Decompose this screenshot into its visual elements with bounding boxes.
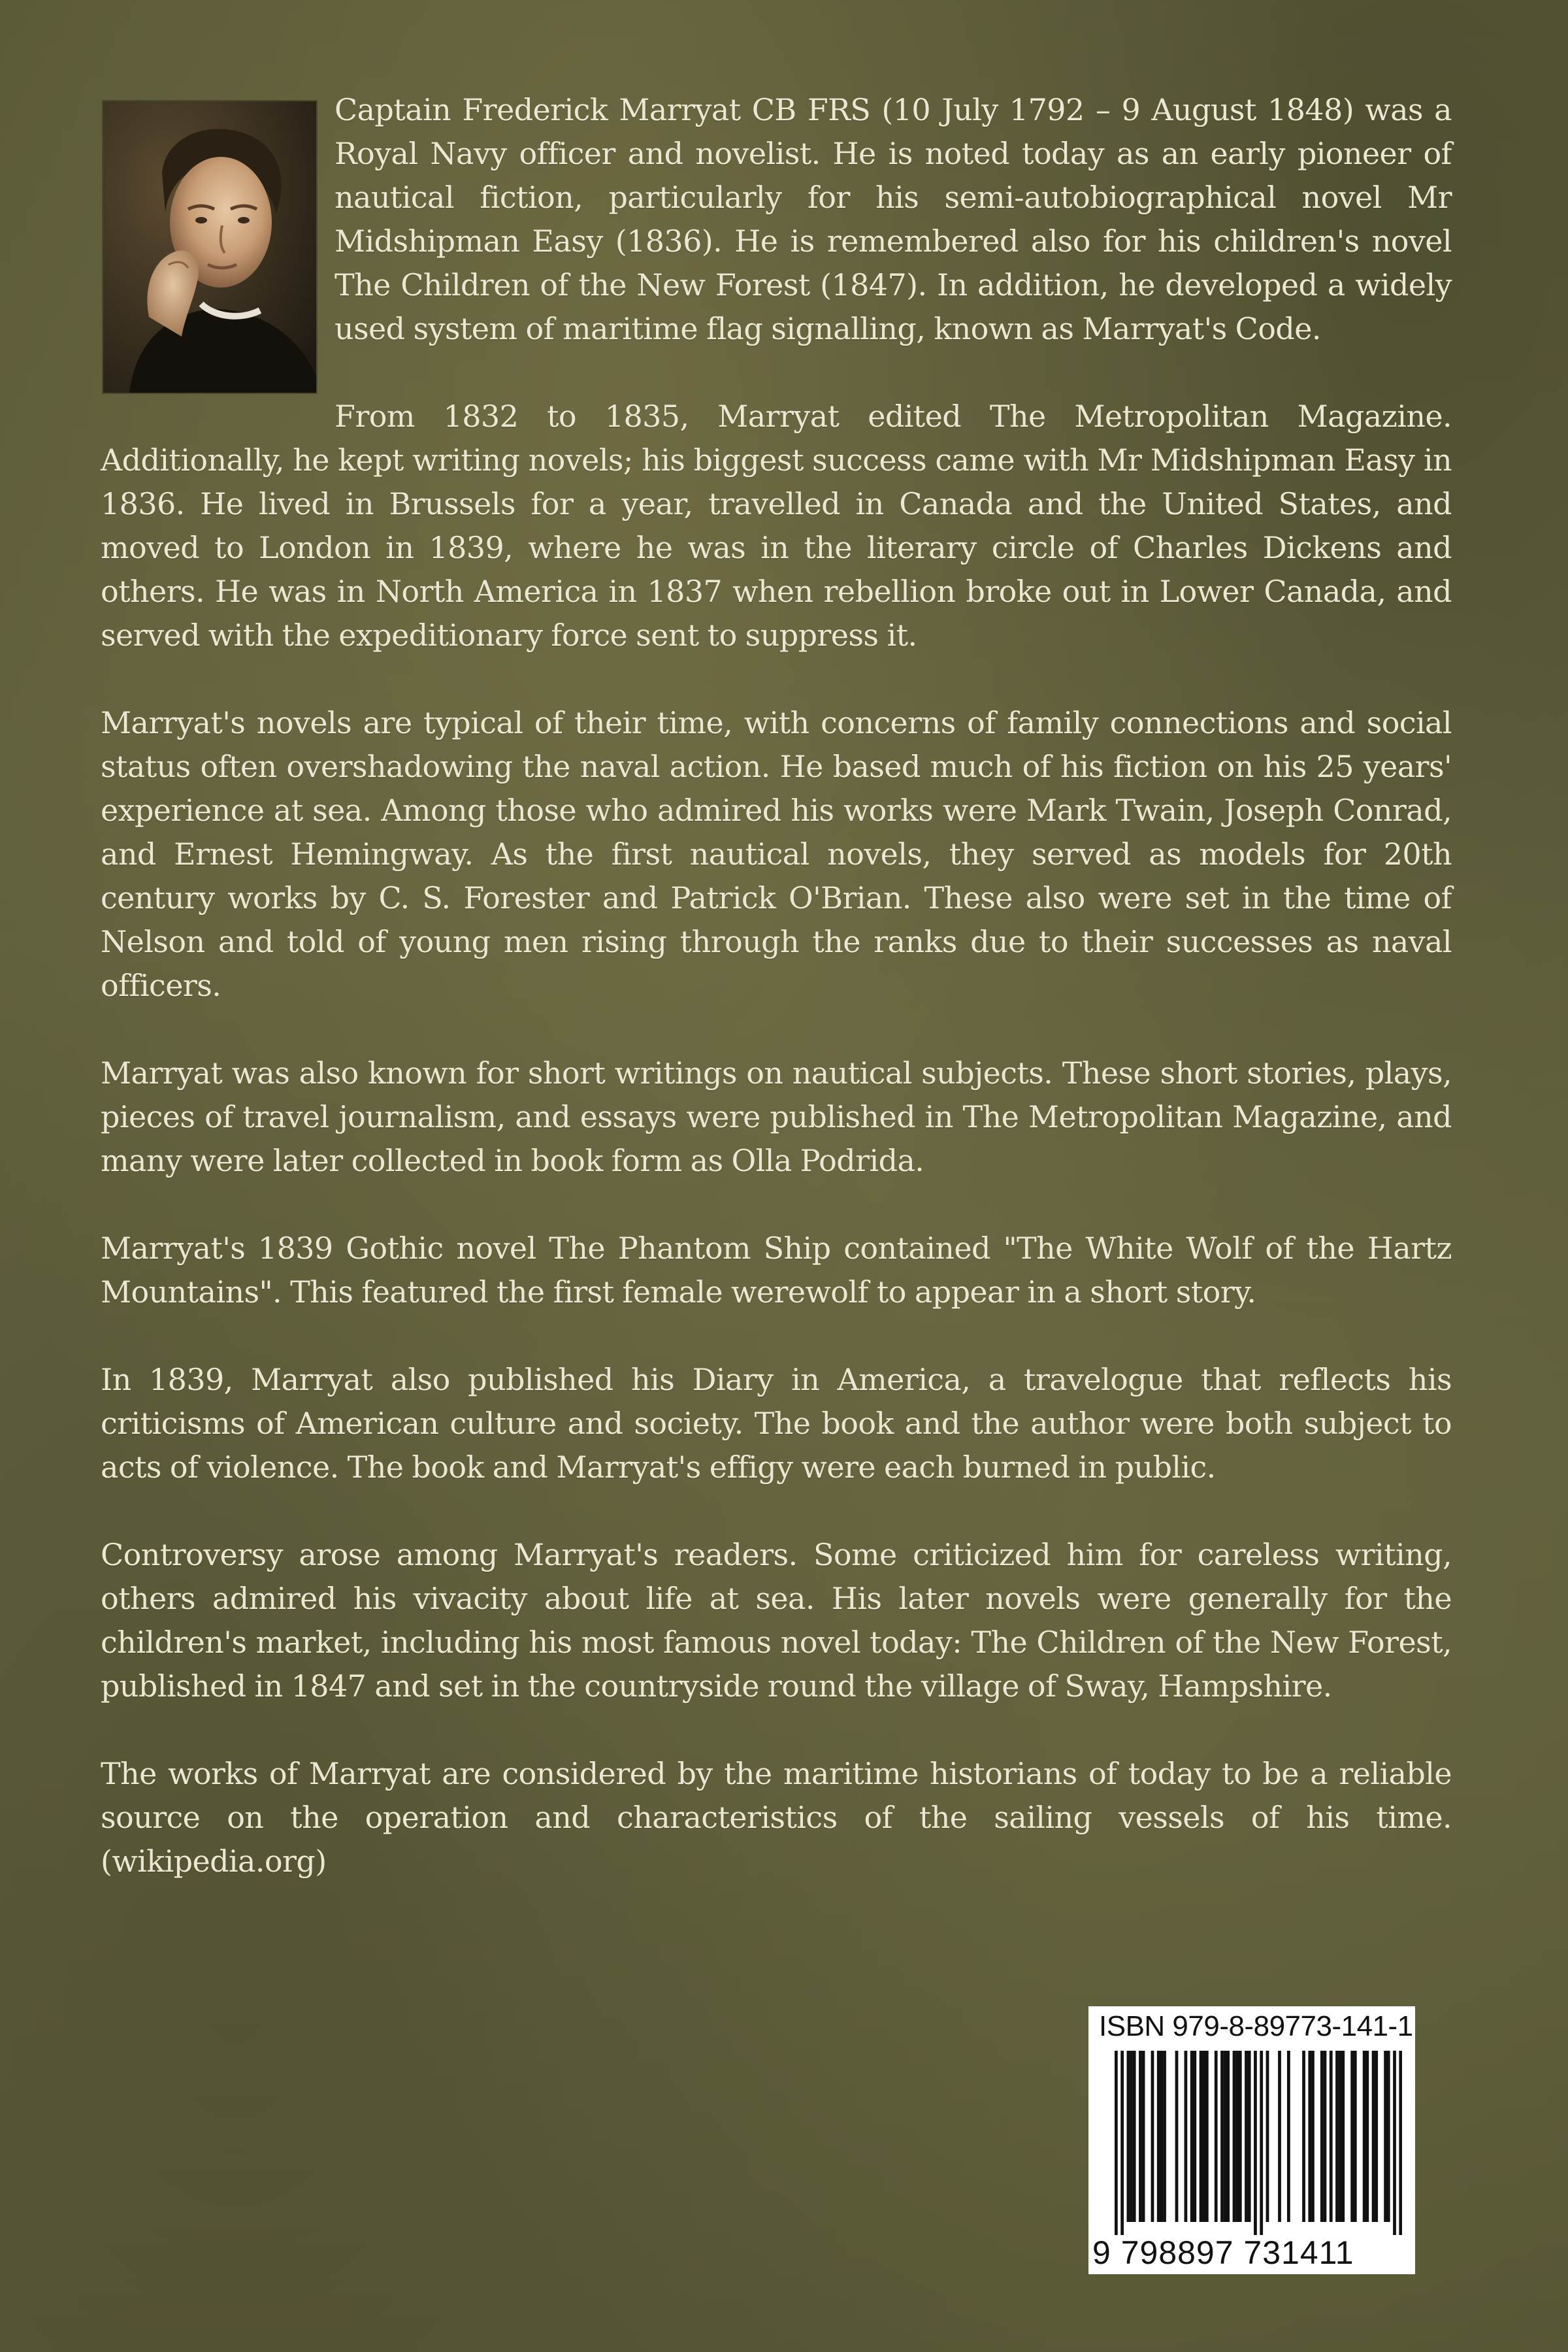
back-cover-text bbox=[101, 88, 1452, 1927]
barcode-bar bbox=[1115, 2051, 1118, 2235]
barcode-bar bbox=[1160, 2051, 1163, 2222]
barcode-bar bbox=[1278, 2051, 1281, 2222]
author-portrait-image bbox=[103, 101, 316, 393]
barcode-bar bbox=[1335, 2051, 1339, 2222]
barcode-bar bbox=[1175, 2051, 1179, 2222]
barcode-bar bbox=[1245, 2051, 1248, 2222]
barcode-bar bbox=[1365, 2051, 1369, 2222]
barcode-bar bbox=[1254, 2051, 1257, 2235]
barcode-bar bbox=[1184, 2051, 1188, 2222]
barcode-bar bbox=[1248, 2051, 1251, 2222]
barcode-bar bbox=[1339, 2051, 1342, 2222]
barcode-bar bbox=[1372, 2051, 1375, 2222]
barcode-bars bbox=[1115, 2051, 1402, 2235]
isbn-label: ISBN 979-8-89773-141-1 bbox=[1099, 2010, 1413, 2042]
paragraph-8: The works of Marryat are considered by the maritime historians of today to be a reliable source on the operation and characteristics of the sailing vessels of his time. (wikipedia.org) bbox=[101, 1756, 1452, 1879]
isbn-barcode bbox=[1088, 2006, 1415, 2274]
barcode-bar bbox=[1287, 2051, 1290, 2222]
barcode-bar bbox=[1205, 2051, 1209, 2222]
barcode-bar bbox=[1375, 2051, 1378, 2222]
paragraph-2: From 1832 to 1835, Marryat edited The Metropolitan Magazine. Additionally, he kept writing novels; his biggest success came with Mr Midshipman Easy in 1836. He lived in Brussels for a year, travelled in Canada and the United States, and moved to London in 1839, where he was in the literary circle of Charles Dickens and others. He was in North America in 1837 when rebellion broke out in Lower Canada, and served with the expeditionary force sent to suppress it. bbox=[101, 399, 1452, 653]
barcode-bar bbox=[1330, 2051, 1333, 2222]
paragraph-3: Marryat's novels are typical of their time, with concerns of family connections and social status often overshadowing the naval action. He based much of his fiction on his 25 years' experience at sea. Among those who admired his works were Mark Twain, Joseph Conrad, and Ernest Hemingway. As the first nautical novels, they served as models for 20th century works by C. S. Forester and Patrick O'Brian. These also were set in the time of Nelson and told of young men rising through the ranks due to their successes as naval officers. bbox=[101, 705, 1452, 1003]
barcode-bar bbox=[1139, 2051, 1142, 2222]
barcode-bar bbox=[1233, 2051, 1236, 2222]
barcode-bar bbox=[1399, 2051, 1402, 2235]
barcode-bar bbox=[1260, 2051, 1263, 2235]
barcode-bar bbox=[1151, 2051, 1154, 2222]
barcode-bar bbox=[1393, 2051, 1396, 2235]
paragraph-6: In 1839, Marryat also published his Diary in America, a travelogue that reflects his criticisms of American culture and society. The book and the author were both subject to acts of violence. The book and Marryat's effigy were each burned in public. bbox=[101, 1362, 1452, 1485]
barcode-bar bbox=[1302, 2051, 1305, 2222]
barcode-bar bbox=[1127, 2051, 1130, 2222]
barcode-bar bbox=[1142, 2051, 1145, 2222]
barcode-bar bbox=[1157, 2051, 1160, 2222]
barcode-bar bbox=[1354, 2051, 1357, 2222]
barcode-bar bbox=[1341, 2051, 1345, 2222]
barcode-bar bbox=[1308, 2051, 1311, 2222]
barcode-bar bbox=[1220, 2051, 1224, 2222]
barcode-bar bbox=[1311, 2051, 1315, 2222]
barcode-bar bbox=[1324, 2051, 1327, 2222]
barcode-bar bbox=[1266, 2051, 1269, 2222]
barcode-bar bbox=[1224, 2051, 1227, 2222]
paragraph-7: Controversy arose among Marryat's readers. Some criticized him for careless writing, others admired his vivacity about life at sea. His later novels were generally for the children's market, including his most famous novel today: The Children of the New Forest, published in 1847 and set in the countryside round the village of Sway, Hampshire. bbox=[101, 1537, 1452, 1704]
barcode-bar bbox=[1384, 2051, 1387, 2222]
paragraph-4: Marryat was also known for short writings on nautical subjects. These short stories, plays, pieces of travel journalism, and essays were published in The Metropolitan Magazine, and many were later collected in book form as Olla Podrida. bbox=[101, 1055, 1452, 1178]
barcode-bar bbox=[1193, 2051, 1196, 2222]
barcode-bar bbox=[1363, 2051, 1366, 2222]
paragraph-1: Captain Frederick Marryat CB FRS (10 July 1792 – 9 August 1848) was a Royal Navy officer and novelist. He is noted today as an early pioneer of nautical fiction, particularly for his semi-autobiographical novel Mr Midshipman Easy (1836). He is remembered also for his children's novel The Children of the New Forest (1847). In addition, he developed a widely used system of maritime flag signalling, known as Marryat's Code. bbox=[335, 92, 1452, 346]
barcode-bar bbox=[1215, 2051, 1218, 2222]
barcode-digits: 9 798897 731411 bbox=[1092, 2234, 1354, 2271]
barcode-bar bbox=[1202, 2051, 1205, 2222]
barcode-bar bbox=[1200, 2051, 1203, 2222]
barcode-bar bbox=[1239, 2051, 1242, 2222]
barcode-bar bbox=[1133, 2051, 1136, 2222]
paragraph-5: Marryat's 1839 Gothic novel The Phantom Ship contained "The White Wolf of the Hartz Mountains". This featured the first female werewolf to appear in a short story. bbox=[101, 1231, 1452, 1310]
barcode-bar bbox=[1130, 2051, 1133, 2222]
barcode-bar bbox=[1190, 2051, 1194, 2222]
barcode-bar bbox=[1226, 2051, 1230, 2222]
barcode-bar bbox=[1163, 2051, 1166, 2222]
barcode-bar bbox=[1350, 2051, 1354, 2222]
barcode-bar bbox=[1120, 2051, 1124, 2235]
barcode-bar bbox=[1387, 2051, 1390, 2222]
barcode-bar bbox=[1320, 2051, 1324, 2222]
barcode-bar bbox=[1235, 2051, 1239, 2222]
